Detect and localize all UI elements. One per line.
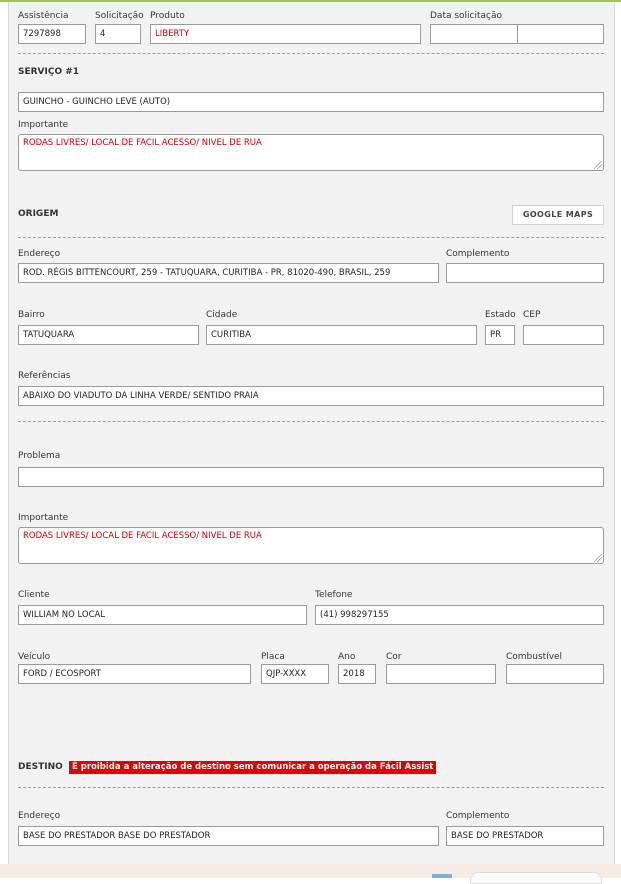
cep-label: CEP [523,310,541,320]
solicitacao-field[interactable]: 4 [95,24,141,44]
divider [18,787,604,788]
destino-endereco-label: Endereço [18,811,61,821]
solicitacao-label: Solicitação [95,11,144,21]
ano-field[interactable]: 2018 [338,664,376,684]
referencias-label: Referências [18,371,71,381]
detalhes-importante-label: Importante [18,513,69,523]
data-solicitacao-time-field[interactable] [517,24,604,44]
cor-field[interactable] [386,664,496,684]
destino-complemento-field[interactable]: BASE DO PRESTADOR [446,826,604,846]
data-solicitacao-date-field[interactable] [430,24,518,44]
combustivel-label: Combustível [506,652,563,662]
problema-field[interactable] [18,467,604,487]
origem-endereco-label: Endereço [18,249,61,259]
divider [18,237,604,238]
assistencia-label: Assistência [18,11,69,21]
servico-importante-textarea[interactable] [18,134,604,171]
service-form-panel [8,2,615,864]
destino-title: DESTINO [18,762,63,772]
estado-field[interactable]: PR [485,325,515,345]
cidade-field[interactable]: CURITIBA [206,325,477,345]
cep-field[interactable] [523,325,604,345]
problema-label: Problema [18,451,61,461]
ano-label: Ano [338,652,356,662]
google-maps-button[interactable]: GOOGLE MAPS [512,205,604,225]
telefone-label: Telefone [315,590,353,600]
produto-field[interactable]: LIBERTY [150,24,421,44]
bottom-strip [0,864,621,878]
referencias-field[interactable]: ABAIXO DO VIADUTO DA LINHA VERDE/ SENTIDO PRAIA [18,386,604,406]
servico-importante-text: RODAS LIVRES/ LOCAL DE FACIL ACESSO/ NIVEL DE RUA [23,138,262,148]
cor-label: Cor [386,652,402,662]
origem-complemento-field[interactable] [446,263,604,283]
telefone-field[interactable]: (41) 998297155 [315,605,604,625]
origem-endereco-field[interactable]: ROD. RÉGIS BITTENCOURT, 259 - TATUQUARA, CURITIBA - PR, 81020-490, BRASIL, 259 [18,263,439,283]
destino-endereco-field[interactable]: BASE DO PRESTADOR BASE DO PRESTADOR [18,826,439,846]
bottom-tab[interactable] [470,872,602,884]
estado-label: Estado [485,310,516,320]
servico-title: SERVIÇO #1 [18,67,80,77]
veiculo-label: Veículo [18,652,51,662]
origem-complemento-label: Complemento [446,249,510,259]
combustivel-field[interactable] [506,664,604,684]
cliente-field[interactable]: WILLIAM NO LOCAL [18,605,307,625]
assistencia-field[interactable]: 7297898 [18,24,86,44]
cidade-label: Cidade [206,310,238,320]
servico-field[interactable]: GUINCHO - GUINCHO LEVE (AUTO) [18,92,604,112]
detalhes-importante-textarea[interactable] [18,527,604,564]
cliente-label: Cliente [18,590,50,600]
resize-grip-icon[interactable] [594,554,602,562]
veiculo-field[interactable]: FORD / ECOSPORT [18,664,251,684]
divider [18,53,604,54]
destino-warning-badge: É proibida a alteração de destino sem comunicar a operação da Fácil Assist [69,761,436,774]
placa-field[interactable]: QJP-XXXX [261,664,329,684]
data-solicitacao-label: Data solicitação [430,11,503,21]
origem-title: ORIGEM [18,209,59,219]
produto-label: Produto [150,11,185,21]
resize-grip-icon[interactable] [594,161,602,169]
placa-label: Placa [261,652,285,662]
bairro-label: Bairro [18,310,45,320]
destino-complemento-label: Complemento [446,811,510,821]
bairro-field[interactable]: TATUQUARA [18,325,199,345]
detalhes-importante-text: RODAS LIVRES/ LOCAL DE FACIL ACESSO/ NIVEL DE RUA [23,531,262,541]
divider [18,421,604,422]
servico-importante-label: Importante [18,120,69,130]
taskbar-icon [432,874,452,878]
